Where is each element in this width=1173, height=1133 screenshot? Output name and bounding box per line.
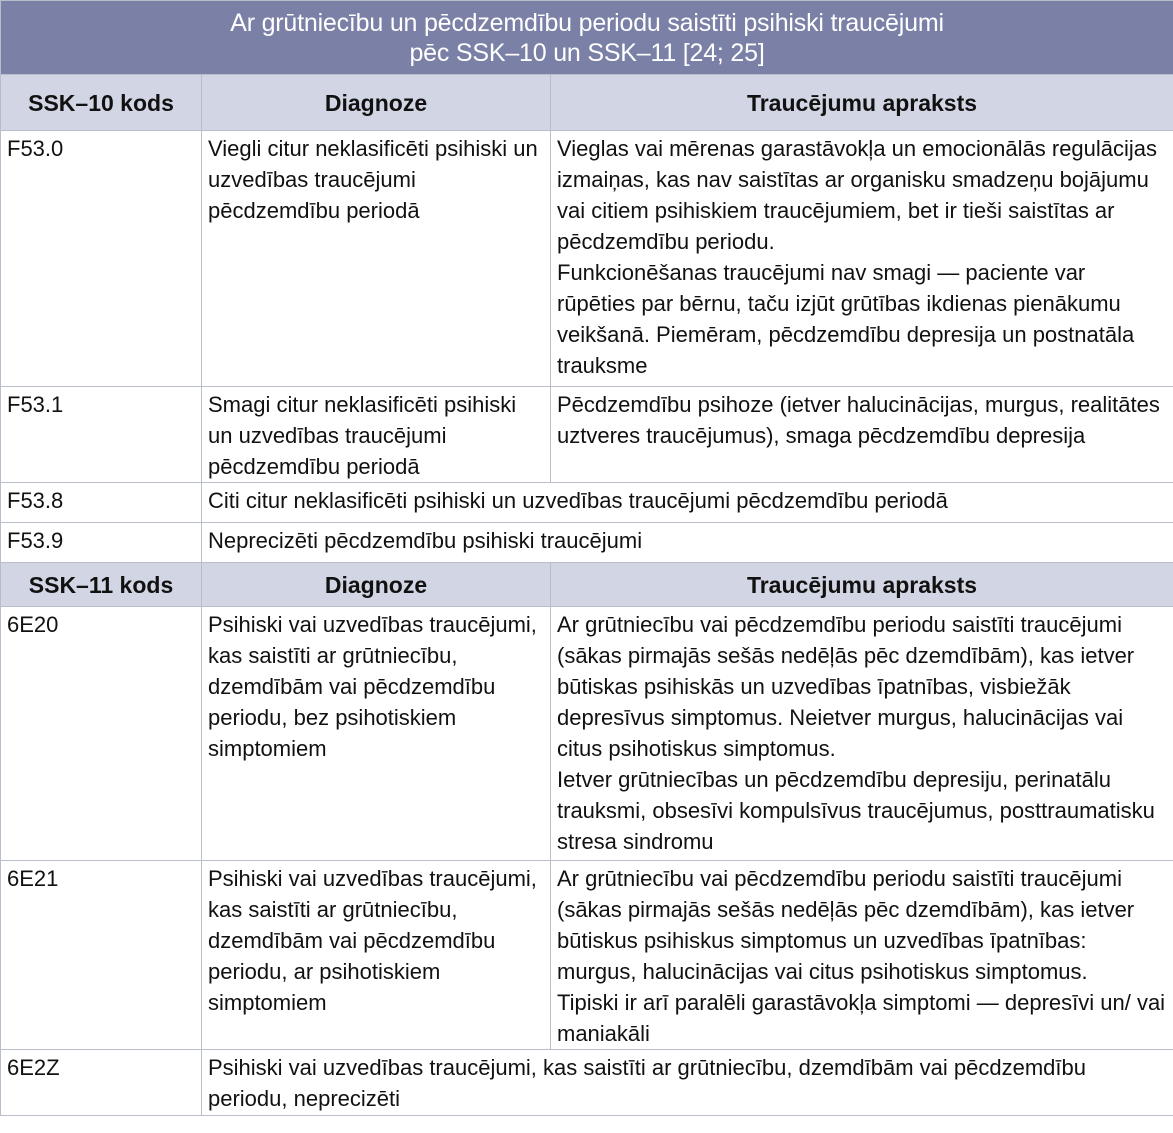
- merged-diagnosis-cell: Psihiski vai uzvedības traucējumi, kas saistīti ar grūtniecību, dzemdībām vai pēcdzemdību periodu, neprecizēti: [202, 1050, 1173, 1116]
- table-row: [1, 483, 1173, 523]
- code-cell: F53.0: [1, 131, 202, 387]
- table-row: [1, 131, 1173, 387]
- diagnosis-cell: Viegli citur neklasificēti psihiski un uzvedības traucējumi pēcdzemdību periodā: [202, 131, 551, 387]
- table-row: [1, 1050, 1173, 1116]
- table-title-row: [1, 1, 1173, 75]
- code-cell: 6E2Z: [1, 1050, 202, 1116]
- code-cell: 6E21: [1, 861, 202, 1050]
- code-cell: 6E20: [1, 607, 202, 861]
- table-title-line-1: Ar grūtniecību un pēcdzemdību periodu saistīti psihiski traucējumi: [230, 9, 944, 37]
- header-code: SSK–10 kods: [1, 75, 202, 131]
- ssk10-header-row: [1, 75, 1173, 131]
- header-description: Traucējumu apraksts: [551, 563, 1173, 607]
- code-cell: F53.1: [1, 387, 202, 483]
- ssk11-header-row: [1, 563, 1173, 607]
- description-paragraph: Ar grūtniecību vai pēcdzemdību periodu saistīti traucējumi (sākas pirmajās sešās nedēļās pēc dzemdībām), kas ietver būtiskas psihiskās un uzvedības īpatnības, visbiežāk depresīvus simptomus. Neietver murgus, halucinācijas vai citus psihotiskus simptomus.: [557, 612, 1135, 761]
- header-description: Traucējumu apraksts: [551, 75, 1173, 131]
- diagnosis-cell: Smagi citur neklasificēti psihiski un uzvedības traucējumi pēcdzemdību periodā: [202, 387, 551, 483]
- description-cell: [551, 607, 1173, 861]
- description-paragraph: Vieglas vai mērenas garastāvokļa un emocionālās regulācijas izmaiņas, kas nav saistītas ar organisku smadzeņu bojājumu vai citiem psihiskiem traucējumiem, bet ir tieši saistītas ar pēcdzemdību periodu.: [557, 136, 1158, 254]
- table-row: [1, 387, 1173, 483]
- header-diagnosis: Diagnoze: [202, 75, 551, 131]
- description-paragraph: Pēcdzemdību psihoze (ietver halucinācijas, murgus, realitātes uztveres traucējumus), smaga pēcdzemdību depresija: [557, 392, 1160, 448]
- description-cell: [551, 387, 1173, 483]
- code-cell: F53.9: [1, 523, 202, 563]
- description-paragraph: Ietver grūtniecības un pēcdzemdību depresiju, perinatālu trauksmi, obsesīvi kompulsīvus traucējumus, posttraumatisku stresa sindromu: [557, 767, 1155, 854]
- description-cell: [551, 861, 1173, 1050]
- header-code: SSK–11 kods: [1, 563, 202, 607]
- diagnosis-cell: Psihiski vai uzvedības traucējumi, kas saistīti ar grūtniecību, dzemdībām vai pēcdzemdību periodu, bez psihotiskiem simptomiem: [202, 607, 551, 861]
- header-diagnosis: Diagnoze: [202, 563, 551, 607]
- table-row: [1, 607, 1173, 861]
- merged-diagnosis-cell: Neprecizēti pēcdzemdību psihiski traucējumi: [202, 523, 1173, 563]
- description-paragraph: Tipiski ir arī paralēli garastāvokļa simptomi — depresīvi un/ vai maniakāli: [557, 990, 1166, 1046]
- merged-diagnosis-cell: Citi citur neklasificēti psihiski un uzvedības traucējumi pēcdzemdību periodā: [202, 483, 1173, 523]
- description-paragraph: Funkcionēšanas traucējumi nav smagi — paciente var rūpēties par bērnu, taču izjūt grūtības ikdienas pienākumu veikšanā. Piemēram, pēcdzemdību depresija un postnatāla trauksme: [557, 260, 1135, 378]
- description-cell: [551, 131, 1173, 387]
- diagnosis-cell: Psihiski vai uzvedības traucējumi, kas saistīti ar grūtniecību, dzemdībām vai pēcdzemdību periodu, ar psihotiskiem simptomiem: [202, 861, 551, 1050]
- table-title: [1, 1, 1173, 75]
- table-row: [1, 523, 1173, 563]
- code-cell: F53.8: [1, 483, 202, 523]
- description-paragraph: Ar grūtniecību vai pēcdzemdību periodu saistīti traucējumi (sākas pirmajās sešās nedēļās pēc dzemdībām), kas ietver būtiskus psihiskus simptomus un uzvedības īpatnības: murgus, halucinācijas vai citus psihotiskus simptomus.: [557, 866, 1135, 984]
- table-row: [1, 861, 1173, 1050]
- table-title-line-2: pēc SSK–10 un SSK–11 [24; 25]: [409, 39, 765, 67]
